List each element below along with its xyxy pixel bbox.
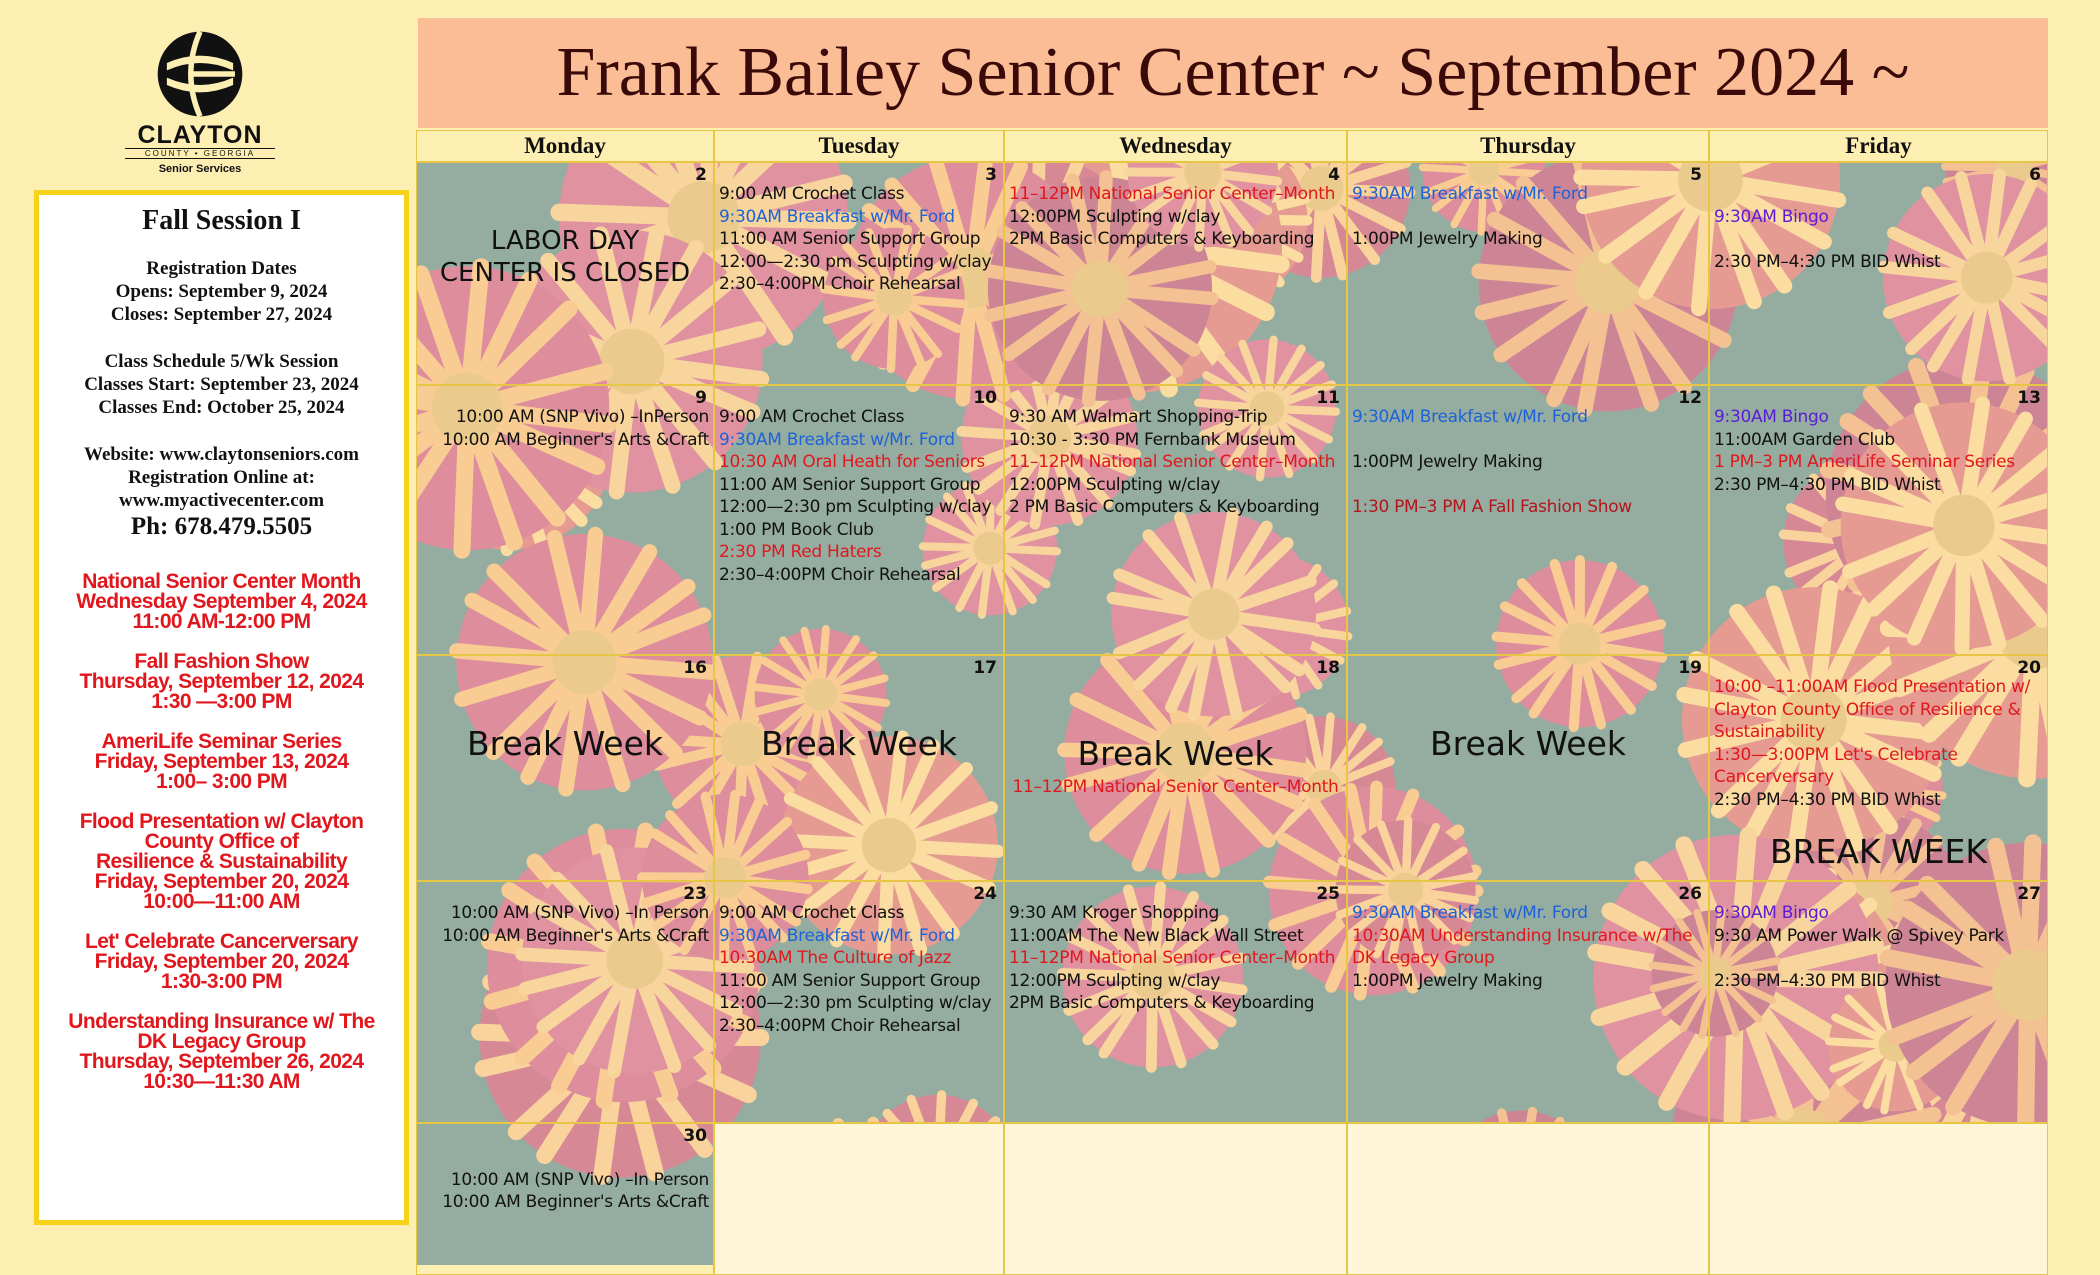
calendar-day-cell[interactable] <box>1004 881 1347 1123</box>
day-number: 26 <box>1678 884 1702 904</box>
calendar-day-cell[interactable] <box>1004 162 1347 385</box>
calendar-event[interactable]: 10:00 AM Beginner's Arts &Craft <box>442 1192 709 1212</box>
calendar-event[interactable]: 11–12PM National Senior Center–Month <box>1012 777 1339 797</box>
event-list <box>1009 388 1342 519</box>
calendar-event[interactable]: 2PM Basic Computers & Keyboarding <box>1009 229 1315 249</box>
calendar-event[interactable]: 2 PM Basic Computers & Keyboarding <box>1009 497 1320 517</box>
registration-opens: Opens: September 9, 2024 <box>115 281 328 302</box>
special-event-line: Thursday, September 12, 2024 <box>79 670 364 693</box>
event-list <box>1352 388 1704 519</box>
special-event-line: Fall Fashion Show <box>134 650 309 673</box>
calendar-day-cell[interactable] <box>1004 655 1347 881</box>
day-number: 24 <box>973 884 997 904</box>
calendar-event[interactable]: 9:00 AM Crochet Class <box>719 184 905 204</box>
calendar-event[interactable]: 9:30AM Bingo <box>1714 903 1829 923</box>
event-list <box>1009 165 1342 251</box>
day-number: 23 <box>683 884 707 904</box>
special-event-line: 1:00– 3:00 PM <box>155 770 288 793</box>
calendar-event[interactable]: 2:30 PM–4:30 PM BID Whist <box>1714 474 1941 495</box>
calendar-day-cell[interactable] <box>1709 655 2048 881</box>
calendar-event[interactable]: 1:30—3:00PM Let's Celebrate Cancerversary <box>1714 744 1958 787</box>
calendar-grid <box>416 130 2048 1275</box>
day-number: 4 <box>1328 165 1340 185</box>
calendar-event[interactable]: 2:30–4:00PM Choir Rehearsal <box>719 274 961 294</box>
event-list <box>719 884 999 1037</box>
event-list <box>1714 658 2043 811</box>
calendar-event[interactable]: 9:30AM Breakfast w/Mr. Ford <box>1352 184 1588 204</box>
day-number: 20 <box>2017 658 2041 678</box>
calendar-event[interactable]: 12:00—2:30 pm Sculpting w/clay <box>719 993 992 1013</box>
event-list <box>719 165 999 296</box>
special-event-line: 10:00—11:00 AM <box>143 890 300 913</box>
calendar-event[interactable]: 10:00 AM Beginner's Arts &Craft <box>442 429 709 450</box>
calendar-event[interactable]: 2:30 PM–4:30 PM BID Whist <box>1714 251 1941 272</box>
calendar-event[interactable]: 1:00PM Jewelry Making <box>1352 452 1543 472</box>
event-list <box>421 658 709 676</box>
clayton-logo <box>110 28 290 178</box>
special-event-line: Flood Presentation w/ Clayton <box>79 810 364 833</box>
special-event <box>39 1012 404 1092</box>
calendar-event[interactable]: 10:30AM The Culture of Jazz <box>719 948 951 968</box>
event-list <box>1352 658 1704 676</box>
calendar-event[interactable]: 2:30 PM–4:30 PM BID Whist <box>1714 970 1941 991</box>
class-schedule <box>39 350 404 419</box>
registration-online-link[interactable]: www.myactivecenter.com <box>118 490 325 511</box>
session-title: Fall Session I <box>142 205 301 236</box>
calendar-day-cell[interactable] <box>714 655 1004 881</box>
calendar-event[interactable]: 11–12PM National Senior Center–Month <box>1009 948 1336 968</box>
day-banner: BREAK WEEK <box>1769 832 1988 871</box>
calendar-event[interactable]: 2PM Basic Computers & Keyboarding <box>1009 993 1315 1013</box>
day-number: 12 <box>1678 388 1702 408</box>
calendar-event[interactable]: 2:30–4:00PM Choir Rehearsal <box>719 1015 961 1036</box>
calendar-day-cell[interactable] <box>1004 385 1347 655</box>
calendar-day-cell[interactable] <box>1709 385 2048 655</box>
classes-end: Classes End: October 25, 2024 <box>98 397 345 418</box>
day-number: 16 <box>683 658 707 678</box>
calendar-day-cell[interactable] <box>416 881 714 1123</box>
event-list <box>1714 884 2043 992</box>
calendar-event[interactable]: 10:00 AM (SNP Vivo) –In Person <box>450 903 709 923</box>
calendar-event[interactable]: 12:00—2:30 pm Sculpting w/clay <box>719 251 992 272</box>
day-number: 11 <box>1316 388 1340 408</box>
calendar-event[interactable]: 9:30 AM Power Walk @ Spivey Park <box>1714 925 2005 946</box>
calendar-event[interactable]: 11–12PM National Senior Center–Month <box>1009 452 1336 472</box>
calendar-event[interactable]: 10:30AM Understanding Insurance w/The DK Legacy Group <box>1352 925 1693 968</box>
calendar-day-cell[interactable] <box>1709 162 2048 385</box>
calendar-event[interactable]: 11–12PM National Senior Center–Month <box>1009 184 1336 204</box>
registration-closes: Closes: September 27, 2024 <box>110 304 333 325</box>
day-number: 19 <box>1678 658 1702 678</box>
special-event <box>39 812 404 912</box>
calendar-day-cell[interactable] <box>1709 881 2048 1123</box>
event-list <box>1009 884 1342 1015</box>
special-event <box>39 572 404 632</box>
logo-subtitle: COUNTY • GEORGIA <box>125 148 275 159</box>
special-event-line: County Office of <box>144 830 299 853</box>
calendar-event[interactable]: 1:30 PM–3 PM A Fall Fashion Show <box>1352 497 1632 517</box>
special-event <box>39 652 404 712</box>
calendar-event[interactable]: 2:30 PM–4:30 PM BID Whist <box>1714 789 1941 810</box>
calendar-event[interactable]: 10:00 AM (SNP Vivo) –In Person <box>450 1169 709 1190</box>
calendar-event[interactable]: 12:00—2:30 pm Sculpting w/clay <box>719 497 992 517</box>
calendar-event[interactable]: 1 PM–3 PM AmeriLife Seminar Series <box>1714 452 2015 472</box>
day-header-thursday: Thursday <box>1347 130 1709 162</box>
special-event-line: 1:30-3:00 PM <box>160 970 283 993</box>
event-list <box>719 388 999 586</box>
calendar-event[interactable]: 11:00 AM Senior Support Group <box>719 970 981 991</box>
calendar-day-cell[interactable] <box>1347 385 1709 655</box>
schedule-heading: Class Schedule 5/Wk Session <box>104 351 339 372</box>
calendar-event[interactable]: 11:00 AM Senior Support Group <box>719 229 981 249</box>
event-list <box>421 1126 709 1214</box>
logo-tagline: Senior Services <box>158 163 242 175</box>
event-list <box>421 388 709 451</box>
day-banner: Break Week <box>1429 724 1627 763</box>
calendar-day-cell[interactable] <box>416 385 714 655</box>
day-number: 9 <box>695 388 707 408</box>
day-banner: Break Week <box>1077 734 1274 773</box>
calendar-event[interactable]: 10:00 –11:00AM Flood Presentation w/ Clayton County Office of Resilience & Sustainability <box>1714 677 2031 742</box>
info-panel <box>34 190 409 1225</box>
day-number: 30 <box>683 1126 707 1146</box>
special-event-line: 10:30—11:30 AM <box>143 1070 300 1093</box>
calendar-day-cell[interactable] <box>1347 881 1709 1123</box>
day-number: 18 <box>1316 658 1340 678</box>
event-list <box>421 884 709 947</box>
special-event-line: Friday, September 20, 2024 <box>94 870 349 893</box>
special-event-line: Thursday, September 26, 2024 <box>79 1050 364 1073</box>
event-list <box>1352 165 1704 251</box>
calendar-event[interactable]: 9:30 AM Walmart Shopping-Trip <box>1009 407 1268 427</box>
calendar-day-cell[interactable] <box>416 162 714 385</box>
special-event-line: Wednesday September 4, 2024 <box>76 590 367 613</box>
day-number: 27 <box>2017 884 2041 904</box>
web-info <box>39 443 404 512</box>
website-link[interactable]: Website: www.claytonseniors.com <box>84 444 359 465</box>
event-list <box>1714 1126 2043 1144</box>
registration-dates <box>39 257 404 326</box>
registration-heading: Registration Dates <box>146 258 297 279</box>
calendar-event[interactable]: 11:00 AM Senior Support Group <box>719 474 981 495</box>
calendar-event[interactable]: 2:30 PM Red Haters <box>719 542 882 562</box>
calendar-day-cell[interactable] <box>714 1123 1004 1275</box>
special-event-line: Resilience & Sustainability <box>95 850 348 873</box>
phone-number: Ph: 678.479.5505 <box>130 513 313 540</box>
calendar-event[interactable]: 9:00 AM Crochet Class <box>719 903 905 923</box>
special-events-list <box>39 572 404 1092</box>
globe-emblem-icon <box>154 28 246 120</box>
logo-name: CLAYTON <box>137 121 263 149</box>
day-number: 13 <box>2017 388 2041 408</box>
day-banner: Break Week <box>760 724 958 763</box>
special-event-line: Friday, September 20, 2024 <box>94 950 349 973</box>
calendar-day-cell[interactable] <box>1347 1123 1709 1275</box>
special-event-line: 1:30 —3:00 PM <box>151 690 292 713</box>
calendar-event[interactable]: 12:00PM Sculpting w/clay <box>1009 970 1221 991</box>
special-event <box>39 732 404 792</box>
calendar-event[interactable]: 1:00PM Jewelry Making <box>1352 229 1543 249</box>
day-number: 5 <box>1690 165 1702 185</box>
calendar-event[interactable]: 9:30AM Breakfast w/Mr. Ford <box>719 429 955 450</box>
calendar-event[interactable]: 9:30AM Breakfast w/Mr. Ford <box>719 206 955 227</box>
day-number: 3 <box>985 165 997 185</box>
calendar-event[interactable]: 10:00 AM Beginner's Arts &Craft <box>442 925 709 946</box>
special-event-line: Understanding Insurance w/ The <box>68 1010 375 1033</box>
calendar-event[interactable]: 9:00 AM Crochet Class <box>719 407 905 427</box>
calendar-event[interactable]: 12:00PM Sculpting w/clay <box>1009 206 1221 227</box>
calendar-event[interactable]: 10:30 AM Oral Heath for Seniors <box>719 452 985 472</box>
calendar-event[interactable]: 9:30AM Bingo <box>1714 206 1829 227</box>
calendar-event[interactable]: 9:30AM Breakfast w/Mr. Ford <box>1352 407 1588 427</box>
calendar-event[interactable]: 10:30 - 3:30 PM Fernbank Museum <box>1009 429 1296 450</box>
special-event-line: National Senior Center Month <box>82 570 361 593</box>
calendar-event[interactable]: 11:00AM The New Black Wall Street <box>1009 925 1304 946</box>
calendar-day-cell[interactable] <box>714 385 1004 655</box>
calendar-event[interactable]: 9:30 AM Kroger Shopping <box>1009 903 1220 923</box>
calendar-event[interactable]: 1:00 PM Book Club <box>719 519 874 540</box>
special-event-line: DK Legacy Group <box>137 1030 306 1053</box>
calendar <box>416 130 2048 1275</box>
day-banner: Break Week <box>466 724 664 763</box>
event-list <box>1352 884 1704 992</box>
special-event-line: Let' Celebrate Cancerversary <box>84 930 359 953</box>
calendar-day-cell[interactable] <box>1347 655 1709 881</box>
calendar-event[interactable]: 12:00PM Sculpting w/clay <box>1009 474 1221 495</box>
day-number: 2 <box>695 165 707 185</box>
calendar-day-cell[interactable] <box>1004 1123 1347 1275</box>
event-list <box>1009 1126 1342 1144</box>
page-title: Frank Bailey Senior Center ~ September 2024 ~ <box>418 18 2048 128</box>
calendar-event[interactable]: 9:30AM Breakfast w/Mr. Ford <box>1352 903 1588 923</box>
special-event-line: Friday, September 13, 2024 <box>94 750 349 773</box>
event-list <box>1009 658 1342 676</box>
calendar-event[interactable]: 11:00AM Garden Club <box>1714 429 1895 450</box>
calendar-day-cell[interactable] <box>714 881 1004 1123</box>
calendar-day-cell[interactable] <box>1347 162 1709 385</box>
event-list <box>1714 165 2043 273</box>
special-event-line: 11:00 AM-12:00 PM <box>132 610 311 633</box>
calendar-day-cell[interactable] <box>416 1123 714 1275</box>
calendar-event[interactable]: 1:00PM Jewelry Making <box>1352 970 1543 991</box>
calendar-event[interactable]: 2:30–4:00PM Choir Rehearsal <box>719 564 961 585</box>
calendar-day-cell[interactable] <box>714 162 1004 385</box>
event-list <box>1714 388 2043 496</box>
day-header-wednesday: Wednesday <box>1004 130 1347 162</box>
special-event <box>39 932 404 992</box>
day-header-monday: Monday <box>416 130 714 162</box>
day-number: 6 <box>2029 165 2041 185</box>
special-event-line: AmeriLife Seminar Series <box>101 730 342 753</box>
event-list <box>719 658 999 676</box>
calendar-day-cell[interactable] <box>1709 1123 2048 1275</box>
calendar-event[interactable]: 9:30AM Breakfast w/Mr. Ford <box>719 925 955 946</box>
day-header-tuesday: Tuesday <box>714 130 1004 162</box>
day-number: 25 <box>1316 884 1340 904</box>
event-list <box>719 1126 999 1144</box>
day-header-friday: Friday <box>1709 130 2048 162</box>
calendar-day-cell[interactable] <box>416 655 714 881</box>
classes-start: Classes Start: September 23, 2024 <box>84 374 359 395</box>
day-banner: LABOR DAY CENTER IS CLOSED <box>439 226 691 288</box>
calendar-event[interactable]: 10:00 AM (SNP Vivo) –InPerson <box>455 407 709 427</box>
day-number: 10 <box>973 388 997 408</box>
event-list <box>421 165 709 183</box>
event-list <box>1352 1126 1704 1144</box>
registration-online-label: Registration Online at: <box>128 467 315 488</box>
day-number: 17 <box>973 658 997 678</box>
calendar-event[interactable]: 9:30AM Bingo <box>1714 407 1829 427</box>
